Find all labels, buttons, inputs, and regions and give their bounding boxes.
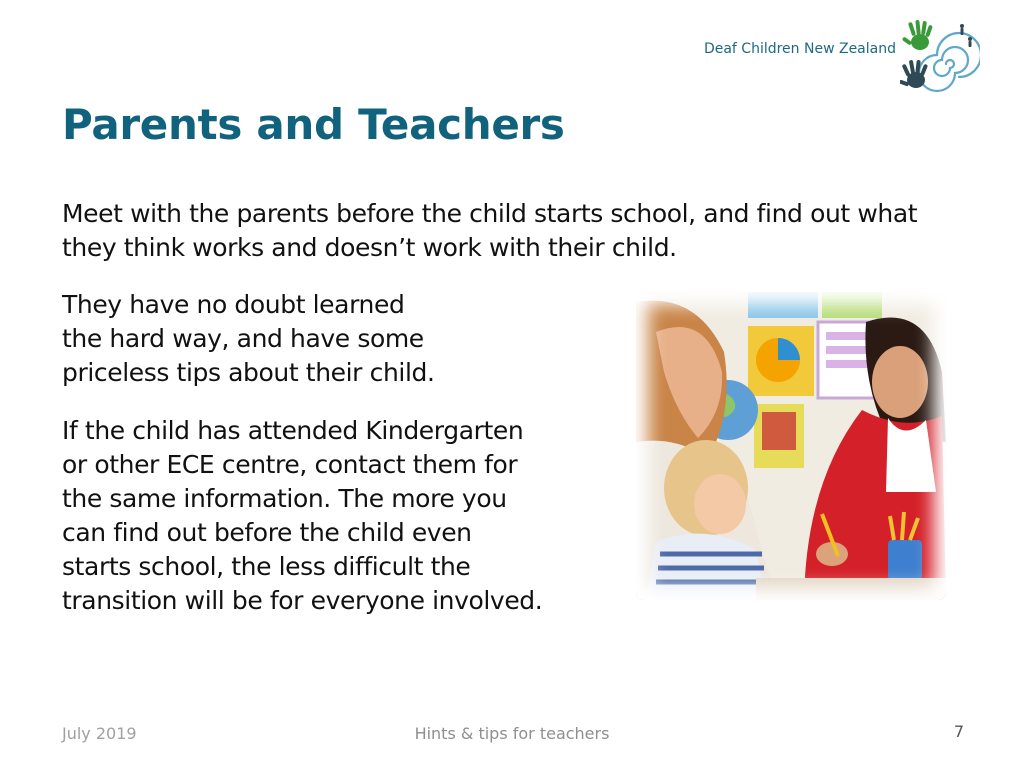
- paragraph-line: the same information. The more you: [62, 484, 507, 513]
- paragraph-line: the hard way, and have some: [62, 324, 424, 353]
- paragraph-line: priceless tips about their child.: [62, 358, 435, 387]
- footer-title: Hints & tips for teachers: [414, 724, 610, 743]
- slide-number: 7: [953, 722, 964, 741]
- paragraph-line: starts school, the less difficult the: [62, 552, 471, 581]
- paragraph-line: or other ECE centre, contact them for: [62, 450, 518, 479]
- intro-paragraph: Meet with the parents before the child starts school, and find out what they think works and doesn’t work with their child.: [62, 199, 918, 262]
- slide-title: Parents and Teachers: [62, 100, 565, 149]
- paragraph-line: If the child has attended Kindergarten: [62, 416, 524, 445]
- classroom-illustration: [636, 292, 946, 600]
- classroom-photo: [636, 292, 946, 600]
- hands-spiral-logo-icon: [900, 18, 980, 104]
- kindergarten-paragraph: [62, 414, 622, 618]
- paragraph-line: They have no doubt learned: [62, 290, 405, 319]
- paragraph-line: transition will be for everyone involved.: [62, 586, 543, 615]
- parents-tips-paragraph: [62, 288, 622, 390]
- footer-date: July 2019: [62, 724, 137, 743]
- organization-name: Deaf Children New Zealand: [703, 41, 896, 57]
- paragraph-line: can find out before the child even: [62, 518, 472, 547]
